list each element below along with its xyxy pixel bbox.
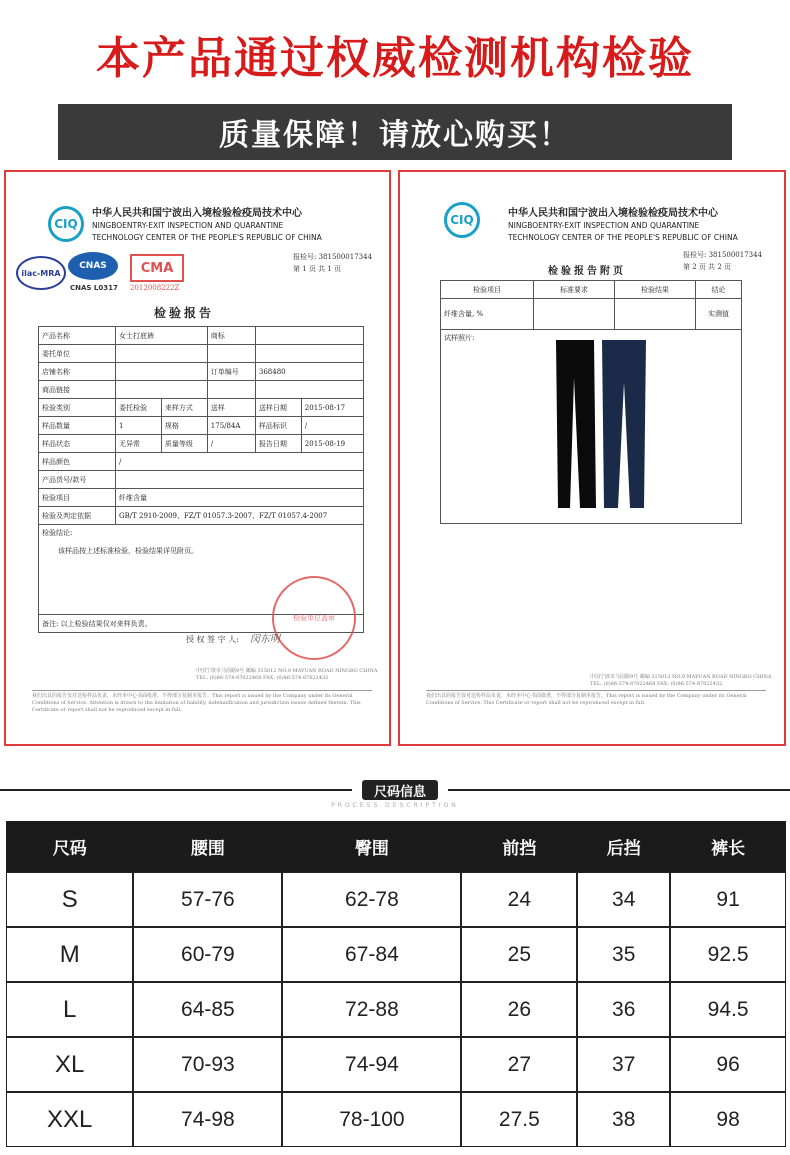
size-label: L bbox=[6, 982, 133, 1037]
field-label: 质量等级 bbox=[161, 435, 207, 453]
field-value: / bbox=[116, 453, 364, 471]
report-row bbox=[39, 453, 364, 471]
field-label: 报告日期 bbox=[255, 435, 301, 453]
size-value: 91 bbox=[670, 872, 786, 927]
cma-number: 2012008222Z bbox=[130, 284, 180, 292]
org-name-en-1: NINGBOENTRY-EXIT INSPECTION AND QUARANTINE bbox=[92, 221, 284, 230]
size-row bbox=[6, 982, 786, 1037]
size-value: 62-78 bbox=[282, 872, 461, 927]
field-label: 检验项目 bbox=[39, 489, 116, 507]
field-value: 2015-08-17 bbox=[301, 399, 363, 417]
size-value: 98 bbox=[670, 1092, 786, 1147]
cnas-number: CNAS L0317 bbox=[70, 284, 118, 292]
size-value: 36 bbox=[577, 982, 670, 1037]
size-value: 25 bbox=[461, 927, 577, 982]
conclusion-text: 该样品按上述标准检验，检验结果详见附页。 bbox=[58, 547, 198, 555]
size-section-header bbox=[0, 780, 790, 800]
size-header-cell: 裤长 bbox=[670, 821, 786, 872]
size-header-cell: 腰围 bbox=[133, 821, 282, 872]
size-header-cell: 臀围 bbox=[282, 821, 461, 872]
footer-note: 我们出具的报告仅对送检样品负责，未经本中心书面批准，不得部分复制本报告。This report is issued by the Company under its General Conditions of Service. This Certificate or report shall not be reproduced except in full. bbox=[426, 690, 766, 707]
item-cell: 纤维含量, % bbox=[441, 299, 534, 330]
org-name-en-2: TECHNOLOGY CENTER OF THE PEOPLE'S REPUBLIC OF CHINA bbox=[508, 233, 738, 242]
field-label: 检验及判定依据 bbox=[39, 507, 116, 525]
org-name-en-2: TECHNOLOGY CENTER OF THE PEOPLE'S REPUBLIC OF CHINA bbox=[92, 233, 322, 242]
field-value: 1 bbox=[116, 417, 162, 435]
size-value: 96 bbox=[670, 1037, 786, 1092]
tel: TEL: (0)86-574-87022468 FAX: (0)86-574-87022432 bbox=[590, 681, 723, 687]
header-result: 检验结果 bbox=[615, 281, 696, 299]
size-value: 34 bbox=[577, 872, 670, 927]
headline: 本产品通过权威检测机构检验 bbox=[96, 33, 694, 84]
report-row bbox=[39, 345, 364, 363]
field-label: 样品标识 bbox=[255, 417, 301, 435]
field-value: 无异常 bbox=[116, 435, 162, 453]
inspection-stamp: 检验单位盖章 bbox=[272, 576, 356, 660]
address: 中国宁波市马园路9号 邮编 315012 NO.9 MAYUAN ROAD NINGBO CHINA bbox=[590, 674, 772, 680]
divider bbox=[448, 789, 790, 791]
org-name-cn: 中华人民共和国宁波出入境检验检疫局技术中心 bbox=[92, 208, 302, 219]
field-value: GB/T 2910-2009、FZ/T 01057.3-2007、FZ/T 01057.4-2007 bbox=[116, 507, 364, 525]
size-value: 67-84 bbox=[282, 927, 461, 982]
field-label: 委托单位 bbox=[39, 345, 116, 363]
report-row bbox=[39, 363, 364, 381]
report-title: 检验报告附页 bbox=[548, 266, 626, 277]
size-row bbox=[6, 1092, 786, 1147]
field-label bbox=[207, 381, 255, 399]
size-row bbox=[6, 927, 786, 982]
size-table bbox=[6, 821, 786, 1147]
size-value: 78-100 bbox=[282, 1092, 461, 1147]
report-row bbox=[39, 381, 364, 399]
inspection-report-page-1 bbox=[4, 170, 391, 746]
size-row bbox=[6, 872, 786, 927]
report-title: 检验报告 bbox=[154, 306, 215, 320]
header-item: 检验项目 bbox=[441, 281, 534, 299]
divider bbox=[0, 789, 352, 791]
size-value: 70-93 bbox=[133, 1037, 282, 1092]
field-label: 商品链接 bbox=[39, 381, 116, 399]
photo-label: 试样照片: bbox=[444, 334, 475, 342]
org-header bbox=[92, 208, 382, 244]
footer-note: 我们出具的报告仅对送检样品负责，未经本中心书面批准，不得部分复制本报告。This report is issued by the Company under its General Conditions of Service. Attention is drawn to the limitation of liability, indemnification and jurisdiction issues defined therein. This Certificate or report shall not be reproduced except in full. bbox=[32, 690, 372, 714]
field-value: 委托检验 bbox=[116, 399, 162, 417]
size-value: 74-98 bbox=[133, 1092, 282, 1147]
size-header-cell: 前挡 bbox=[461, 821, 577, 872]
field-label: 送样日期 bbox=[255, 399, 301, 417]
size-label: XL bbox=[6, 1037, 133, 1092]
field-label: 店铺名称 bbox=[39, 363, 116, 381]
tel: TEL: (0)86-574-87022468 FAX: (0)86-574-87022432 bbox=[196, 675, 329, 681]
field-value bbox=[255, 345, 363, 363]
field-value bbox=[255, 327, 363, 345]
report-row bbox=[39, 507, 364, 525]
report-row bbox=[39, 471, 364, 489]
size-header-cell: 尺码 bbox=[6, 821, 133, 872]
ciq-logo-icon: CIQ bbox=[48, 206, 84, 242]
report-row bbox=[39, 417, 364, 435]
field-value bbox=[116, 345, 208, 363]
field-value: 175/84A bbox=[207, 417, 255, 435]
sample-pants-photo bbox=[552, 338, 656, 514]
report-row bbox=[39, 399, 364, 417]
result-cell bbox=[615, 299, 696, 330]
cma-icon: CMA bbox=[130, 254, 184, 282]
page-number: 第 2 页 共 2 页 bbox=[683, 263, 732, 271]
size-label: M bbox=[6, 927, 133, 982]
size-section-subtitle: PROCESS DESCRIPTION bbox=[331, 802, 459, 809]
field-label: 样品状态 bbox=[39, 435, 116, 453]
size-label: S bbox=[6, 872, 133, 927]
inspection-report-page-2 bbox=[398, 170, 786, 746]
org-name-cn: 中华人民共和国宁波出入境检验检疫局技术中心 bbox=[508, 208, 718, 219]
size-value: 60-79 bbox=[133, 927, 282, 982]
ilac-mra-icon: ilac-MRA bbox=[16, 256, 66, 290]
conclusion-label: 检验结论: bbox=[42, 529, 73, 537]
size-row bbox=[6, 1037, 786, 1092]
size-section-title: 尺码信息 bbox=[362, 780, 438, 800]
report-number: 报检号: 381500017344 bbox=[293, 253, 373, 261]
size-value: 27.5 bbox=[461, 1092, 577, 1147]
size-value: 92.5 bbox=[670, 927, 786, 982]
field-value: 女士打底裤 bbox=[116, 327, 208, 345]
field-label: 产品名称 bbox=[39, 327, 116, 345]
field-label: 检验类别 bbox=[39, 399, 116, 417]
org-name-en-1: NINGBOENTRY-EXIT INSPECTION AND QUARANTINE bbox=[508, 221, 700, 230]
size-value: 64-85 bbox=[133, 982, 282, 1037]
size-value: 27 bbox=[461, 1037, 577, 1092]
size-value: 94.5 bbox=[670, 982, 786, 1037]
size-header-cell: 后挡 bbox=[577, 821, 670, 872]
field-value: 送样 bbox=[207, 399, 255, 417]
size-value: 74-94 bbox=[282, 1037, 461, 1092]
remark-cell: 备注: 以上检验结果仅对来样负责。 bbox=[39, 615, 364, 633]
field-label: 规格 bbox=[161, 417, 207, 435]
requirement-cell bbox=[534, 299, 615, 330]
banner: 质量保障！请放心购买！ bbox=[58, 104, 732, 160]
signature: 闵东明 bbox=[250, 634, 280, 645]
signer-label: 授 权 签 字 人: bbox=[186, 635, 239, 644]
field-label: 订单编号 bbox=[207, 363, 255, 381]
field-value bbox=[116, 471, 364, 489]
org-header bbox=[508, 208, 778, 244]
size-value: 26 bbox=[461, 982, 577, 1037]
size-value: 37 bbox=[577, 1037, 670, 1092]
size-value: 35 bbox=[577, 927, 670, 982]
field-label: 商标 bbox=[207, 327, 255, 345]
field-value bbox=[116, 381, 208, 399]
header-requirement: 标准要求 bbox=[534, 281, 615, 299]
field-value: 纤维含量 bbox=[116, 489, 364, 507]
header-conclusion: 结论 bbox=[696, 281, 742, 299]
field-label: 产品货号/款号 bbox=[39, 471, 116, 489]
field-label: 样品数量 bbox=[39, 417, 116, 435]
measured-cell: 实测值 bbox=[696, 299, 742, 330]
field-label bbox=[207, 345, 255, 363]
field-value: / bbox=[301, 417, 363, 435]
field-value bbox=[255, 381, 363, 399]
field-value: 368480 bbox=[255, 363, 363, 381]
size-value: 72-88 bbox=[282, 982, 461, 1037]
report-row bbox=[39, 327, 364, 345]
field-value bbox=[116, 363, 208, 381]
size-value: 57-76 bbox=[133, 872, 282, 927]
report-row bbox=[39, 435, 364, 453]
address: 中国宁波市马园路9号 邮编 315012 NO.9 MAYUAN ROAD NINGBO CHINA bbox=[196, 668, 378, 674]
navy-leggings-icon bbox=[602, 340, 646, 508]
cnas-icon: CNAS bbox=[68, 252, 118, 280]
page-number: 第 1 页 共 1 页 bbox=[293, 265, 342, 273]
report-row bbox=[39, 489, 364, 507]
field-label: 样品颜色 bbox=[39, 453, 116, 471]
field-label: 来样方式 bbox=[161, 399, 207, 417]
size-label: XXL bbox=[6, 1092, 133, 1147]
field-value: 2015-08-19 bbox=[301, 435, 363, 453]
ciq-logo-icon: CIQ bbox=[444, 202, 480, 238]
field-value: / bbox=[207, 435, 255, 453]
size-value: 24 bbox=[461, 872, 577, 927]
size-value: 38 bbox=[577, 1092, 670, 1147]
black-leggings-icon bbox=[556, 340, 596, 508]
report-number: 报检号: 381500017344 bbox=[683, 251, 763, 259]
